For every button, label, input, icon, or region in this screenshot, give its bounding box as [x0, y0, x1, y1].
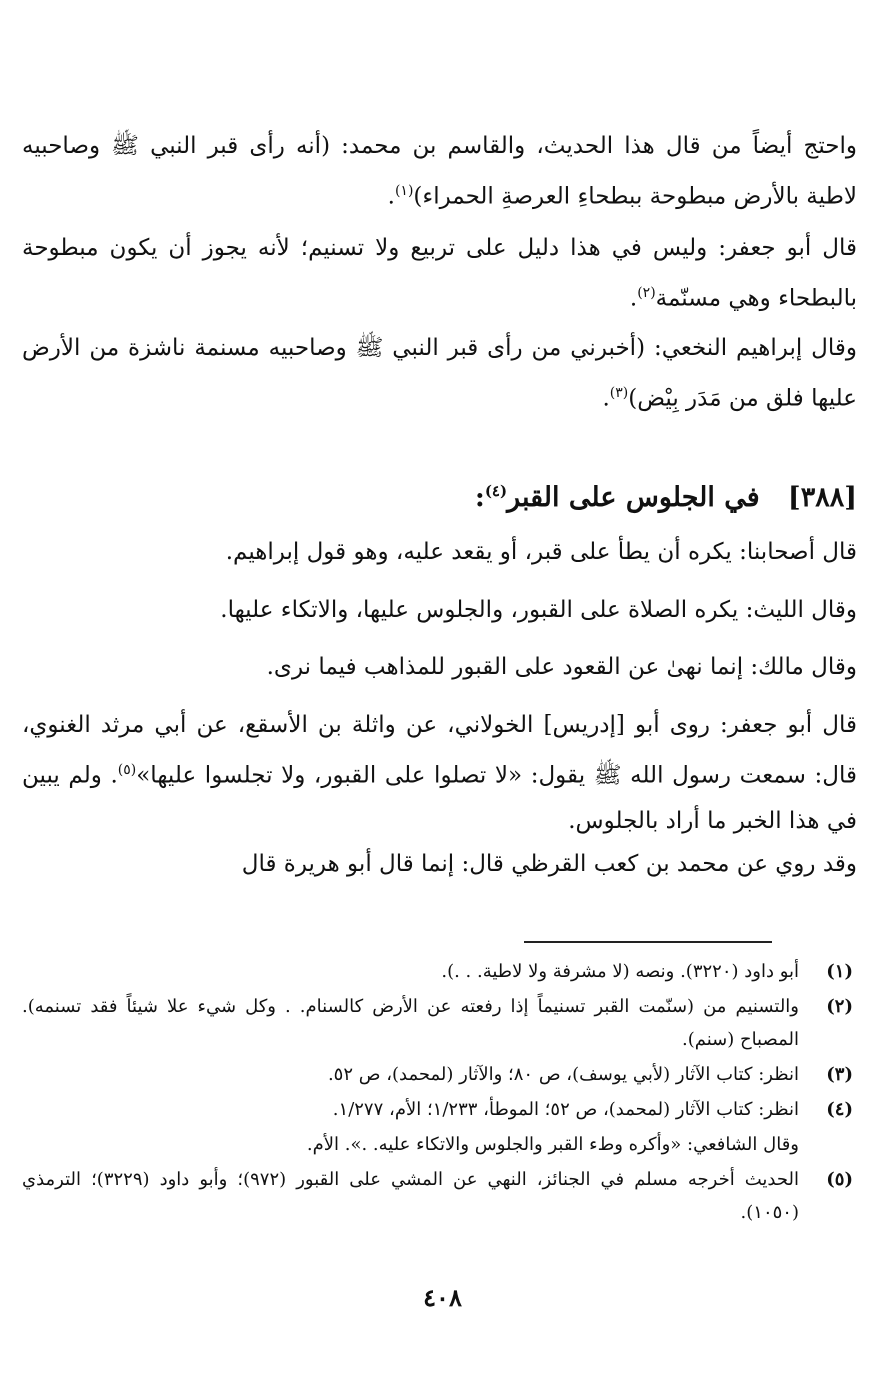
footnote-text: الحديث أخرجه مسلم في الجنائز، النهي عن المشي على القبور (٩٧٢)؛ وأبو داود (٣٢٢٩)؛ الترمذي (١٠٥٠).: [22, 1169, 799, 1223]
footnote-ref[interactable]: (١): [394, 183, 414, 199]
footnote-number: (٥): [826, 1169, 853, 1190]
footnote-item: [22, 1058, 857, 1091]
footnote-number: (٣): [826, 1064, 853, 1085]
paragraph-end: .: [602, 385, 610, 412]
section-number: [٣٨٨]: [787, 482, 857, 513]
footnotes: [22, 955, 857, 1231]
paragraph-7: [22, 703, 857, 844]
footnote-number: (٢): [826, 996, 853, 1017]
paragraph-text: قال أبو جعفر: وليس في هذا دليل على تربيع ولا تسنيم؛ لأنه يجوز أن يكون مبطوحة بالبطحاء وهي مسنّمة: [22, 235, 857, 312]
paragraph-1: [22, 124, 857, 220]
paragraph-text: وقال مالك: إنما نهىٰ عن القعود على القبور للمذاهب فيما نرى.: [266, 654, 857, 680]
footnote-number: (١): [826, 961, 853, 982]
footnote-item: [22, 1163, 857, 1229]
footnote-number: (٤): [826, 1099, 853, 1120]
footnote-item: [22, 1093, 857, 1126]
paragraph-8: [22, 842, 857, 887]
footnote-text: أبو داود (٣٢٢٠). ونصه (لا مشرفة ولا لاطية. . .).: [441, 961, 799, 982]
footnote-item: [22, 990, 857, 1056]
paragraph-text: واحتج أيضاً من قال هذا الحديث، والقاسم بن محمد: (أنه رأى قبر النبي ﷺ وصاحبيه لاطية بالأرض مبطوحة ببطحاءِ العرصةِ الحمراء): [22, 133, 857, 210]
footnote-text: انظر: كتاب الآثار (لأبي يوسف)، ص ٨٠؛ والآثار (لمحمد)، ص ٥٢.: [327, 1064, 799, 1085]
paragraph-text: قال أصحابنا: يكره أن يطأ على قبر، أو يقعد عليه، وهو قول إبراهيم.: [225, 539, 857, 565]
footnote-text: وقال الشافعي: «وأكره وطء القبر والجلوس والاتكاء عليه. .». الأم.: [306, 1134, 799, 1155]
page-number: ٤٠٨: [423, 1283, 462, 1312]
paragraph-text: وقال الليث: يكره الصلاة على القبور، والجلوس عليها، والاتكاء عليها.: [220, 597, 857, 623]
paragraph-6: [22, 645, 857, 690]
footnote-ref[interactable]: (٢): [637, 285, 656, 301]
paragraph-end: . ولم يبين في هذا الخبر ما أراد بالجلوس.: [22, 762, 857, 834]
section-heading: [22, 466, 857, 523]
paragraph-5: [22, 588, 857, 633]
footnote-text: انظر: كتاب الآثار (لمحمد)، ص ٥٢؛ الموطأ، ١/٢٣٣؛ الأم، ١/٢٧٧.: [332, 1099, 799, 1120]
footnote-divider: [524, 941, 772, 943]
paragraph-end: .: [387, 183, 395, 210]
paragraph-end: .: [629, 285, 638, 312]
paragraph-2: [22, 226, 857, 322]
paragraph-text: قال أبو جعفر: روى أبو [إدريس] الخولاني، عن واثلة بن الأسقع، عن أبي مرثد الغنوي، قال: سمعت رسول الله ﷺ يقول: «لا تصلوا على القبور، ولا تجلسوا عليها»: [22, 712, 857, 789]
footnote-text: والتسنيم من (سنّمت القبر تسنيماً إذا رفعته عن الأرض كالسنام. . وكل شيء علا شيئاً فقد تسنمه). المصباح (سنم).: [22, 996, 799, 1050]
paragraph-text: وقد روي عن محمد بن كعب القرظي قال: إنما قال أبو هريرة قال: [241, 851, 857, 877]
footnote-ref[interactable]: (٤): [484, 482, 508, 500]
heading-end: :: [474, 482, 485, 513]
footnote-item: [22, 955, 857, 988]
footnote-ref[interactable]: (٥): [117, 762, 137, 778]
paragraph-4: [22, 530, 857, 575]
footnote-item: [22, 1128, 857, 1161]
paragraph-text: وقال إبراهيم النخعي: (أخبرني من رأى قبر النبي ﷺ وصاحبيه مسنمة ناشزة من الأرض عليها فلق من مَدَر بِيْض): [22, 335, 857, 412]
section-title: في الجلوس على القبر: [507, 482, 760, 513]
footnote-ref[interactable]: (٣): [609, 385, 629, 401]
paragraph-3: [22, 326, 857, 422]
footnote-number: [799, 1128, 857, 1161]
